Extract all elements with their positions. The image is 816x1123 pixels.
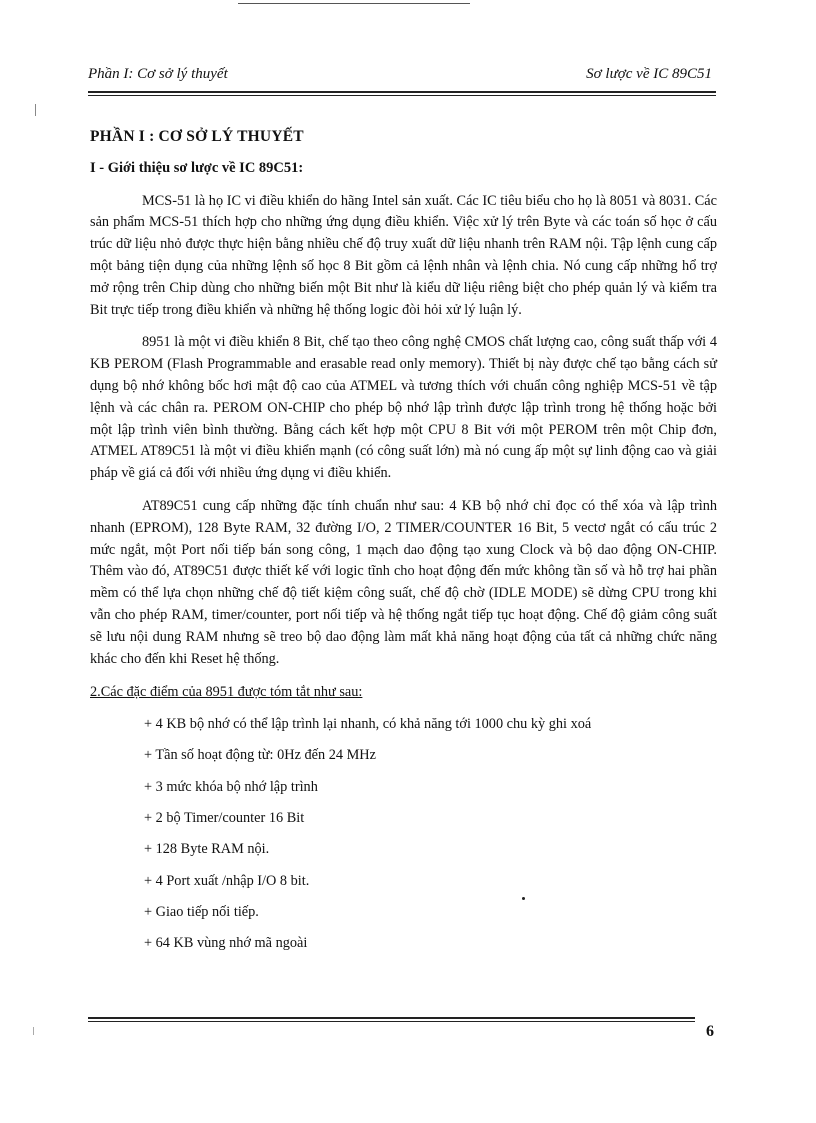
list-item: + 4 KB bộ nhớ có thể lập trình lại nhanh, có khả năng tới 1000 chu kỳ ghi xoá <box>144 716 592 733</box>
top-scan-line <box>238 3 470 4</box>
paragraph: 8951 là một vi điều khiển 8 Bit, chế tạo theo công nghệ CMOS chất lượng cao, công suất thấp với 4 KB PEROM (Flash Programmable and erasable read only memory). Thiết bị này được chế tạo bằng cách sử dụng bộ nhớ không bốc hơi mật độ cao của ATMEL và tương thích với chuẩn công nghiệp MCS-51 về tập lệnh và các chân ra. PEROM ON-CHIP cho phép bộ nhớ lập trình được lập trình trong hệ thống hoặc bởi một lập trình viên bình thường. Bằng cách kết hợp một CPU 8 Bit với một PEROM trên một Chip đơn, ATMEL AT89C51 là một vi điều khiển mạnh (có công suất lớn) mà nó cung ấp một sự linh động cao và giải pháp về giá cả đối với nhiều ứng dụng vi điều khiển. <box>90 334 717 482</box>
running-header <box>88 66 716 88</box>
footer-rule <box>88 1017 695 1019</box>
list-item: + Tần số hoạt động từ: 0Hz đến 24 MHz <box>144 747 376 764</box>
list-item: + 128 Byte RAM nội. <box>144 841 270 858</box>
paragraph: AT89C51 cung cấp những đặc tính chuẩn như sau: 4 KB bộ nhớ chỉ đọc có thể xóa và lập trình nhanh (EPROM), 128 Byte RAM, 32 đường I/O, 2 TIMER/COUNTER 16 Bit, 5 vectơ ngắt có cấu trúc 2 mức ngắt, một Port nối tiếp bán song công, 1 mạch dao động tạo xung Clock và bộ dao động ON-CHIP. Thêm vào đó, AT89C51 được thiết kế với logic tĩnh cho hoạt động đến mức không tần số và hỗ trợ hai phần mềm có thể lựa chọn những chế độ tiết kiệm công suất, chế độ chờ (IDLE MODE) sẽ dừng CPU trong khi vẫn cho phép RAM, timer/counter, port nối tiếp và hệ thống ngắt tiếp tục hoạt động. Chế độ giảm công suất sẽ lưu nội dung RAM nhưng sẽ treo bộ dao động làm mất khả năng hoạt động của tất cả những chức năng khác cho đến khi Reset hệ thống. <box>90 497 717 667</box>
margin-mark <box>33 1027 34 1035</box>
part-title: PHẦN I : CƠ SỞ LÝ THUYẾT <box>90 128 304 145</box>
paragraph: MCS-51 là họ IC vi điều khiển do hãng Intel sản xuất. Các IC tiêu biểu cho họ là 8051 và 8031. Các sản phẩm MCS-51 thích hợp cho những ứng dụng điều khiển. Việc xử lý trên Byte và các toán số học ở cấu trúc dữ liệu nhỏ được thực hiện bằng nhiều chế độ truy xuất dữ liệu nhanh trên RAM nội. Tập lệnh cung cấp một bảng tiện dụng của những lệnh số học 8 Bit gồm cả lệnh nhân và lệnh chia. Nó cung cấp những hổ trợ mở rộng trên Chip dùng cho những biến một Bit như là kiểu dữ liệu riêng biệt cho phép quản lý và kiểm tra Bit trực tiếp trong điều khiển và những hệ thống logic đòi hỏi xử lý luận lý. <box>90 192 717 318</box>
list-item: + 4 Port xuất /nhập I/O 8 bit. <box>144 872 310 889</box>
page-body <box>90 118 717 965</box>
margin-mark <box>35 104 36 116</box>
header-chapter: Phần I: Cơ sở lý thuyết <box>88 66 228 82</box>
list-item: + 3 mức khóa bộ nhớ lập trình <box>144 778 318 795</box>
header-rule <box>88 95 716 96</box>
list-item: + 2 bộ Timer/counter 16 Bit <box>144 810 305 827</box>
list-item: + Giao tiếp nối tiếp. <box>144 903 259 920</box>
page-number: 6 <box>706 1023 714 1040</box>
footer-rule <box>88 1021 695 1022</box>
features-list <box>90 714 717 955</box>
section-title: I - Giới thiệu sơ lược về IC 89C51: <box>90 159 304 176</box>
header-rule <box>88 91 716 93</box>
header-topic: Sơ lược về IC 89C51 <box>586 66 712 82</box>
features-title: 2.Các đặc điểm của 8951 được tóm tắt như sau: <box>90 684 363 701</box>
stray-dot <box>522 897 525 900</box>
list-item: + 64 KB vùng nhớ mã ngoài <box>144 935 308 952</box>
